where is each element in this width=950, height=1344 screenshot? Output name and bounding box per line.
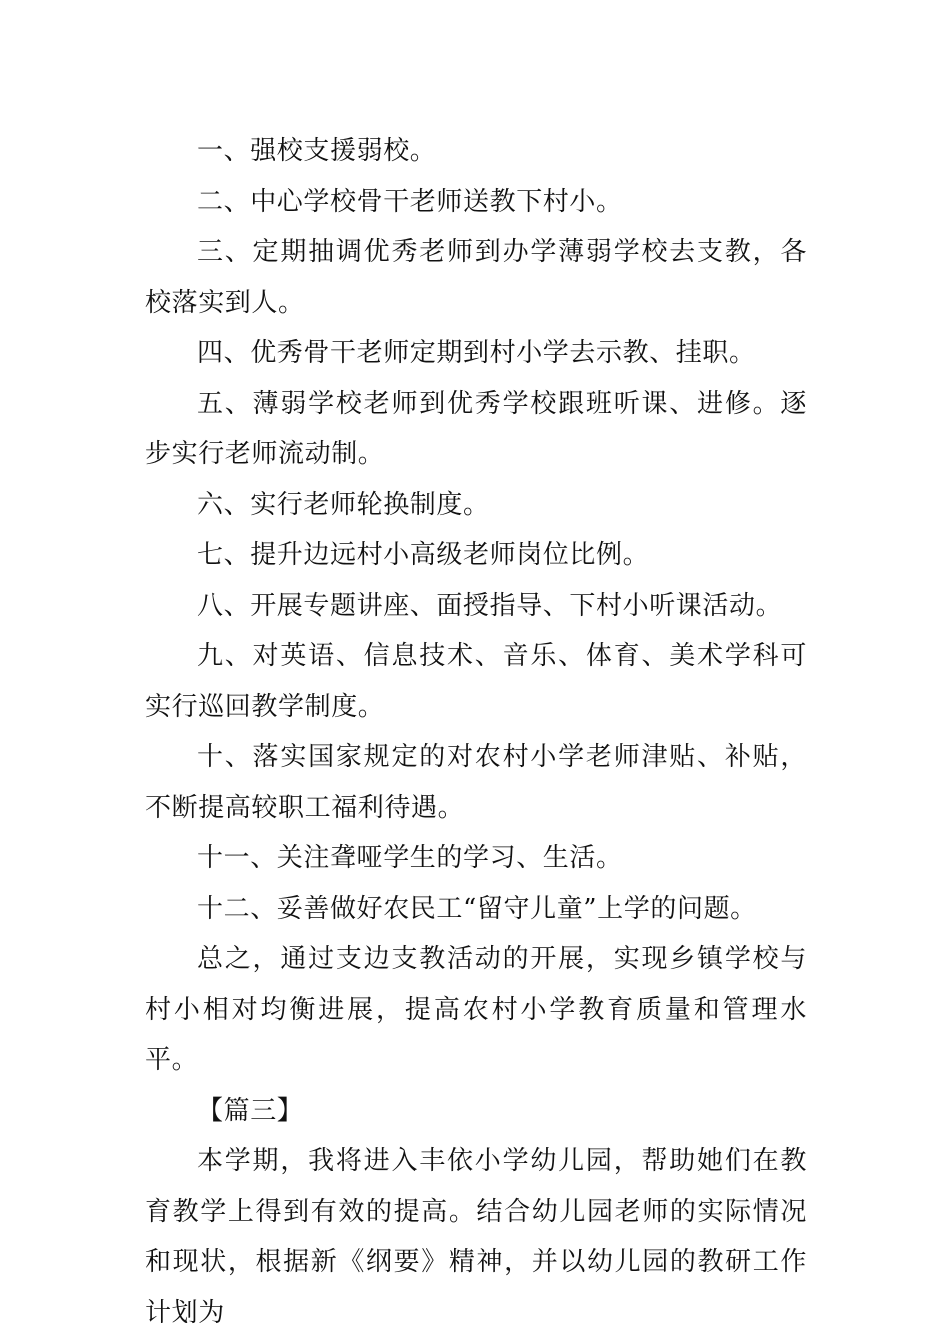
paragraph-item-11: 十一、关注聋哑学生的学习、生活。	[197, 843, 623, 873]
paragraph-item-6: 六、实行老师轮换制度。	[197, 489, 490, 520]
paragraph-item-12: 十二、妥善做好农民工“留守儿童”上学的问题。	[197, 893, 757, 924]
paragraph-item-8: 八、开展专题讲座、面授指导、下村小听课活动。	[197, 590, 783, 621]
document-body	[145, 126, 807, 1338]
paragraph-item-7: 七、提升边远村小高级老师岗位比例。	[197, 540, 650, 570]
paragraph-item-3: 三、定期抽调优秀老师到办学薄弱学校去支教，各校落实到人。	[145, 237, 807, 318]
paragraph-item-10: 十、落实国家规定的对农村小学老师津贴、补贴，不断提高较职工福利待遇。	[145, 742, 807, 823]
paragraph-item-5: 五、薄弱学校老师到优秀学校跟班听课、进修。逐步实行老师流动制。	[145, 388, 807, 469]
paragraph-item-2: 二、中心学校骨干老师送教下村小。	[197, 186, 623, 217]
conclusion-paragraph: 总之，通过支边支教活动的开展，实现乡镇学校与村小相对均衡进展，提高农村小学教育质量和管理水平。	[145, 944, 807, 1075]
paragraph-item-4: 四、优秀骨干老师定期到村小学去示教、挂职。	[197, 338, 756, 368]
section-intro-paragraph: 本学期，我将进入丰依小学幼儿园，帮助她们在教育教学上得到有效的提高。结合幼儿园老师的实际情况和现状，根据新《纲要》精神，并以幼儿园的教研工作计划为	[145, 1146, 807, 1328]
paragraph-item-1: 一、强校支援弱校。	[197, 136, 437, 166]
paragraph-item-9: 九、对英语、信息技术、音乐、体育、美术学科可实行巡回教学制度。	[145, 641, 807, 722]
section-heading: 【篇三】	[197, 1095, 304, 1126]
